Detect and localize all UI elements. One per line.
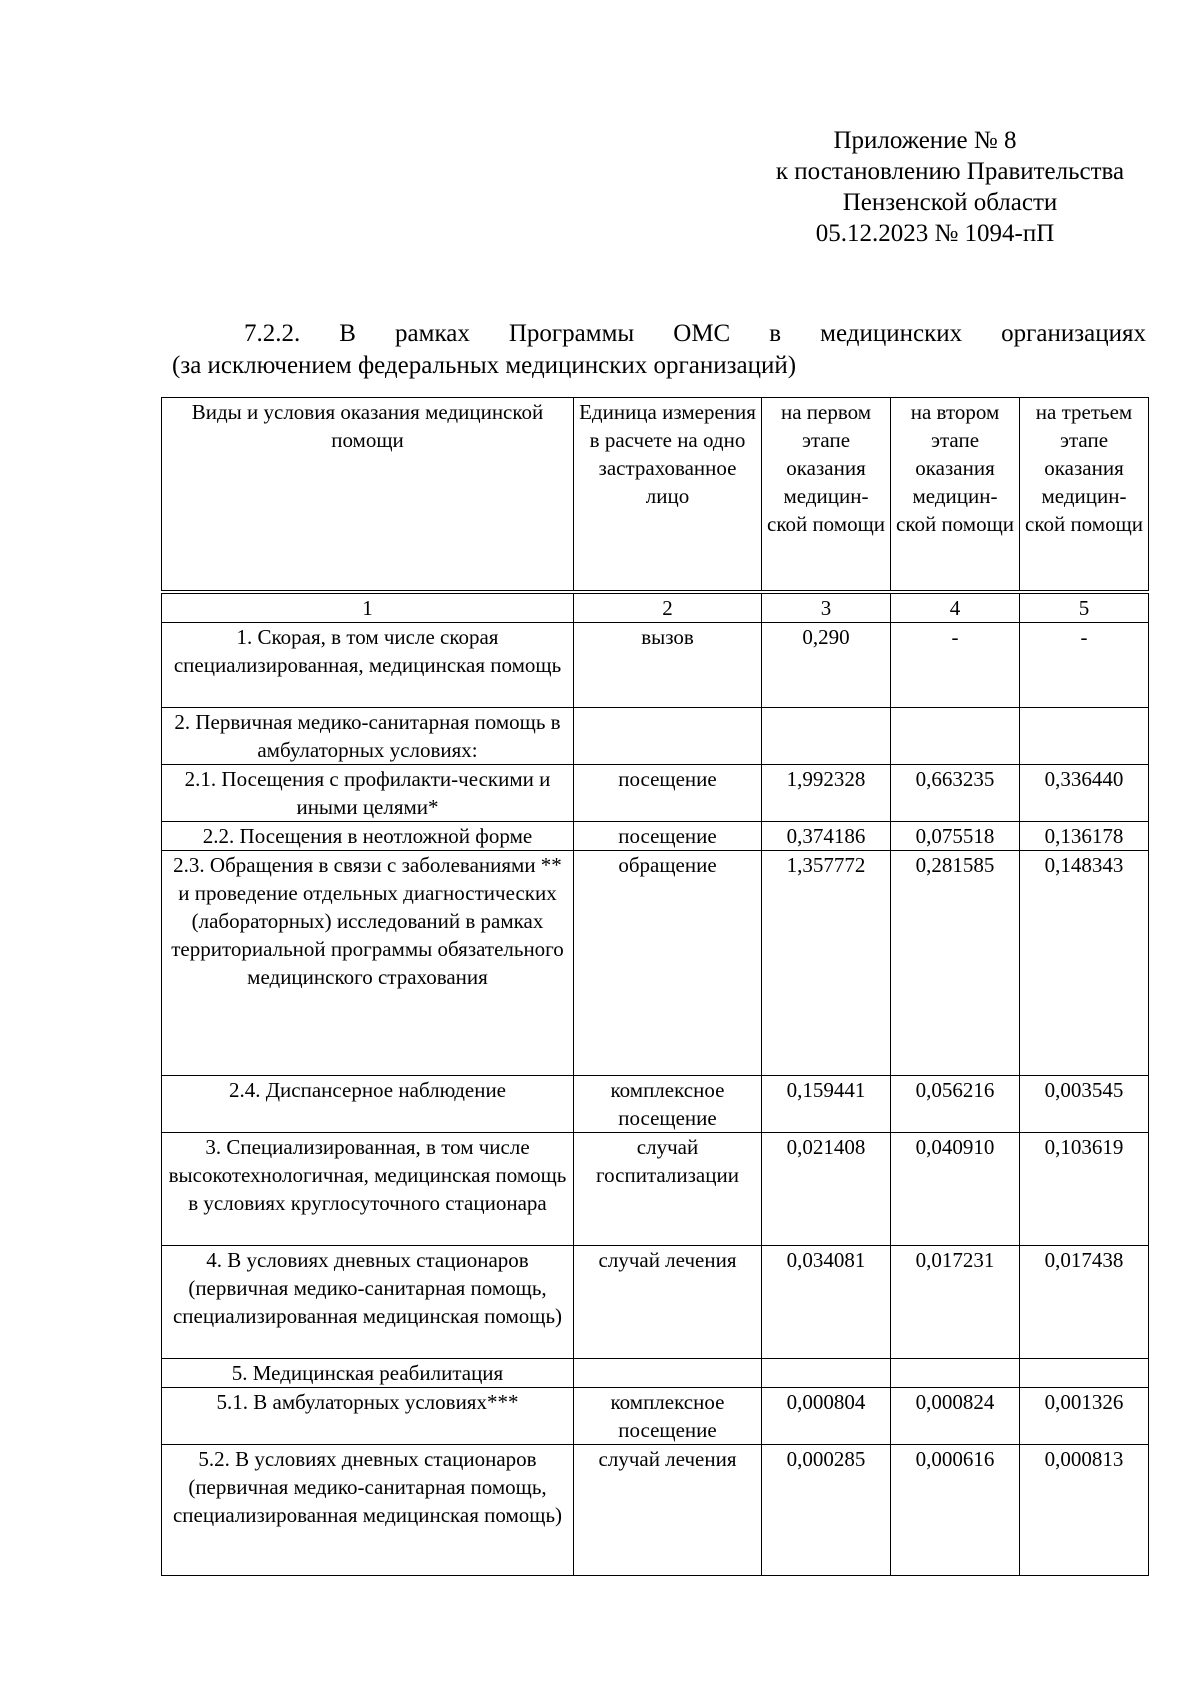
section-intro-line1: 7.2.2. В рамках Программы ОМС в медицинских организациях [244, 320, 1146, 347]
stage-2-value: - [891, 623, 1020, 708]
stage-1-value: 0,034081 [762, 1246, 891, 1359]
column-number: 3 [762, 592, 891, 623]
stage-1-value: 0,290 [762, 623, 891, 708]
stage-1-value: 1,357772 [762, 851, 891, 1076]
appendix-resolution-ref: к постановлению Правительства [775, 158, 1125, 185]
stage-2-value: 0,663235 [891, 765, 1020, 822]
table-row [162, 708, 1149, 765]
header-cell-unit: Единица измерения в расчете на одно застрахованное лицо [574, 398, 762, 593]
table-row [162, 1359, 1149, 1388]
stage-3-value: 0,001326 [1020, 1388, 1149, 1445]
care-type-cell: 3. Специализированная, в том числе высокотехнологичная, медицинская помощь в условиях круглосуточного стационара [162, 1133, 574, 1246]
unit-cell: комплексное посещение [574, 1076, 762, 1133]
unit-cell [574, 708, 762, 765]
table-row [162, 1246, 1149, 1359]
stage-2-value: 0,017231 [891, 1246, 1020, 1359]
stage-2-value [891, 708, 1020, 765]
stage-2-value: 0,000616 [891, 1445, 1020, 1576]
stage-2-value: 0,040910 [891, 1133, 1020, 1246]
unit-cell: комплексное посещение [574, 1388, 762, 1445]
unit-cell: случай госпитализации [574, 1133, 762, 1246]
care-type-cell: 2.1. Посещения с профилакти-ческими и иными целями* [162, 765, 574, 822]
unit-cell [574, 1359, 762, 1388]
care-type-cell: 5.1. В амбулаторных условиях*** [162, 1388, 574, 1445]
stage-1-value: 0,000804 [762, 1388, 891, 1445]
column-number: 4 [891, 592, 1020, 623]
stage-2-value: 0,000824 [891, 1388, 1020, 1445]
table-row [162, 623, 1149, 708]
stage-3-value: - [1020, 623, 1149, 708]
stage-1-value: 0,159441 [762, 1076, 891, 1133]
care-type-cell: 2. Первичная медико-санитарная помощь в амбулаторных условиях: [162, 708, 574, 765]
section-intro [172, 318, 1146, 382]
care-type-cell: 4. В условиях дневных стационаров (первичная медико-санитарная помощь, специализированная медицинская помощь) [162, 1246, 574, 1359]
table-row [162, 1076, 1149, 1133]
header-cell-stage-3: на третьем этапе оказания медицин-ской помощи [1020, 398, 1149, 593]
table-row [162, 1388, 1149, 1445]
unit-cell: случай лечения [574, 1445, 762, 1576]
stage-2-value [891, 1359, 1020, 1388]
stage-1-value [762, 1359, 891, 1388]
care-type-cell: 5. Медицинская реабилитация [162, 1359, 574, 1388]
stage-3-value [1020, 708, 1149, 765]
stage-1-value: 1,992328 [762, 765, 891, 822]
unit-cell: посещение [574, 765, 762, 822]
stage-3-value: 0,017438 [1020, 1246, 1149, 1359]
care-type-cell: 2.2. Посещения в неотложной форме [162, 822, 574, 851]
table-header-row [162, 398, 1149, 593]
stage-3-value: 0,103619 [1020, 1133, 1149, 1246]
document-header [700, 125, 1200, 249]
stage-2-value: 0,281585 [891, 851, 1020, 1076]
unit-cell: посещение [574, 822, 762, 851]
stage-1-value: 0,021408 [762, 1133, 891, 1246]
table-row [162, 1445, 1149, 1576]
column-number: 1 [162, 592, 574, 623]
unit-cell: случай лечения [574, 1246, 762, 1359]
unit-cell: обращение [574, 851, 762, 1076]
column-number: 5 [1020, 592, 1149, 623]
care-type-cell: 1. Скорая, в том числе скорая специализированная, медицинская помощь [162, 623, 574, 708]
column-number: 2 [574, 592, 762, 623]
norms-table [161, 397, 1149, 1576]
table-row [162, 851, 1149, 1076]
care-type-cell: 2.3. Обращения в связи с заболеваниями ** и проведение отдельных диагностических (лабораторных) исследований в рамках территориальной программы обязательного медицинского страхования [162, 851, 574, 1076]
stage-1-value: 0,374186 [762, 822, 891, 851]
care-type-cell: 2.4. Диспансерное наблюдение [162, 1076, 574, 1133]
header-cell-stage-2: на втором этапе оказания медицин-ской помощи [891, 398, 1020, 593]
column-number-row [162, 592, 1149, 623]
stage-3-value: 0,000813 [1020, 1445, 1149, 1576]
section-intro-line2: (за исключением федеральных медицинских организаций) [172, 352, 797, 379]
stage-1-value [762, 708, 891, 765]
header-cell-stage-1: на первом этапе оказания медицин-ской помощи [762, 398, 891, 593]
table-row [162, 822, 1149, 851]
stage-1-value: 0,000285 [762, 1445, 891, 1576]
stage-3-value: 0,003545 [1020, 1076, 1149, 1133]
stage-3-value [1020, 1359, 1149, 1388]
stage-3-value: 0,336440 [1020, 765, 1149, 822]
table-row [162, 765, 1149, 822]
appendix-region: Пензенской области [842, 189, 1058, 216]
unit-cell: вызов [574, 623, 762, 708]
stage-2-value: 0,075518 [891, 822, 1020, 851]
table-row [162, 1133, 1149, 1246]
appendix-number: Приложение № 8 [833, 127, 1017, 154]
appendix-date-number: 05.12.2023 № 1094-пП [815, 220, 1055, 247]
stage-3-value: 0,136178 [1020, 822, 1149, 851]
care-type-cell: 5.2. В условиях дневных стационаров (первичная медико-санитарная помощь, специализированная медицинская помощь) [162, 1445, 574, 1576]
stage-2-value: 0,056216 [891, 1076, 1020, 1133]
stage-3-value: 0,148343 [1020, 851, 1149, 1076]
header-cell-care-type: Виды и условия оказания медицинской помощи [162, 398, 574, 593]
